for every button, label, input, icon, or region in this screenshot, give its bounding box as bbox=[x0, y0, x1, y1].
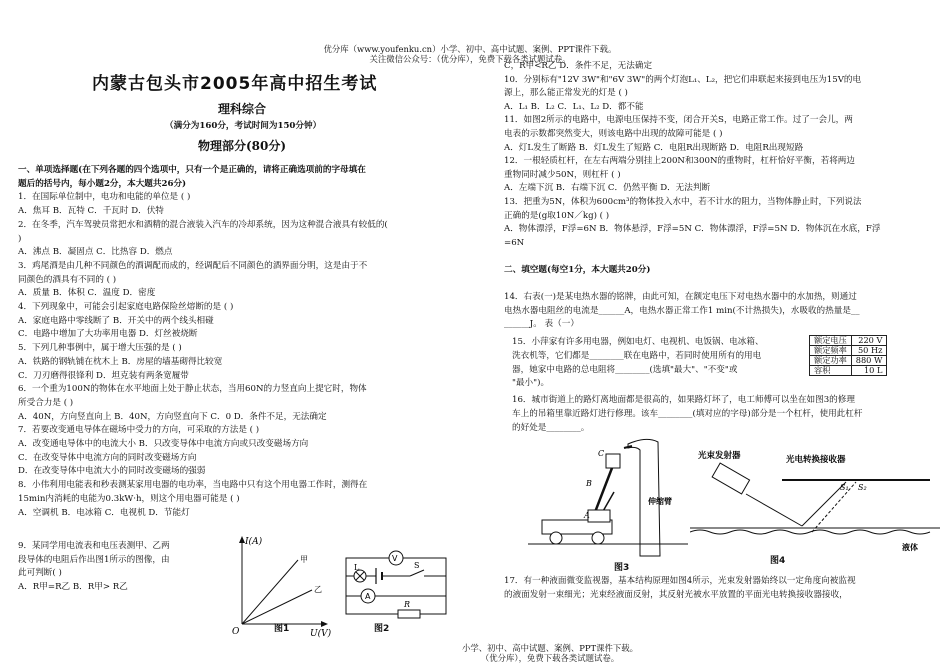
fig1-x-arrow bbox=[321, 621, 328, 627]
fig4-emitter bbox=[712, 463, 749, 494]
fig2-s-label: S bbox=[414, 561, 420, 570]
right-line: C，R甲<R乙 D．条件不足，无法确定 bbox=[504, 61, 653, 71]
q9-line: 此可判断( ) bbox=[18, 568, 62, 578]
spec-table bbox=[809, 335, 887, 376]
figure-4 bbox=[690, 448, 940, 556]
spec-value: 880 W bbox=[851, 356, 887, 366]
left-line: A．沸点 B．凝固点 C．比热容 D．燃点 bbox=[18, 247, 173, 258]
fig4-s2: S₂ bbox=[858, 483, 867, 492]
header-line-2: 关注微信公众号：（优分库），免费下载各类试题试卷。 bbox=[369, 54, 571, 65]
right-line: 电表的示数都突然变大，则该电路中出现的故障可能是 ( ) bbox=[504, 128, 723, 139]
fig3-label-a: A bbox=[584, 511, 590, 520]
fig4-receiver-label: 光电转换接收器 bbox=[786, 455, 846, 465]
right-line: A．灯L发生了断路 B．灯L发生了短路 C．电阻R出现断路 D．电阻R出现短路 bbox=[504, 142, 804, 153]
right-line: =6N bbox=[504, 237, 525, 248]
right-line: 电热水器电阻丝的电流是______A，电热水器正常工作1 min(不计热损失)，水吸收的热量是__ bbox=[504, 305, 860, 316]
left-line: 同颜色的酒具有不同的 ( ) bbox=[18, 274, 117, 285]
fig1-caption: 图1 bbox=[274, 624, 290, 634]
fig4-emitter-label: 光束发射器 bbox=[698, 451, 741, 461]
left-line: C．在改变导体中电流方向的同时改变磁场方向 bbox=[18, 452, 197, 463]
spec-value: 50 Hz bbox=[851, 346, 887, 356]
fig2-resistor bbox=[398, 610, 420, 618]
q15-line: "最小")。 bbox=[512, 378, 550, 389]
left-line: 2．在冬季，汽车驾驶员常把水和酒精的混合液装入汽车的冷却系统，因为这种混合液具有较低的( bbox=[18, 219, 388, 230]
question-16 bbox=[512, 393, 942, 435]
q16-line: 的好处是________。 bbox=[512, 423, 590, 433]
q15-line: 15．小萍家有许多用电器，例如电灯、电视机、电饭锅、电冰箱、 bbox=[512, 337, 764, 347]
left-line: A．空调机 B．电冰箱 C．电视机 D．节能灯 bbox=[18, 507, 190, 518]
left-line: 1．在国际单位制中，电功和电能的单位是 ( ) bbox=[18, 192, 191, 203]
spec-row bbox=[810, 356, 887, 366]
spec-name: 额定功率 bbox=[810, 356, 852, 366]
exam-info: （满分为160分，考试时间为150分钟） bbox=[165, 121, 322, 131]
right-line: ______J。 表（一） bbox=[504, 319, 579, 330]
footer bbox=[420, 643, 680, 664]
right-line: 重物同时减少50N，则杠杆 ( ) bbox=[504, 169, 621, 180]
figure-3 bbox=[528, 434, 688, 560]
q15-line: 器，她家中电路的总电阻将________(选填"最大"、"不变"或 bbox=[512, 364, 738, 375]
right-line: 10．分别标有"12V 3W"和"6V 3W"的两个灯泡L₁、L₂，把它们串联起来接到电压为15V的电 bbox=[504, 74, 862, 85]
right-line: 11．如图2所示的电路中，电源电压保持不变，闭合开关S，电路正常工作。过了一会儿，两 bbox=[504, 115, 853, 126]
left-line: 15min内消耗的电能为0.3kW·h，则这个用电器可能是 ( ) bbox=[18, 493, 240, 504]
fig2-r-label: R bbox=[404, 600, 411, 609]
fig4-incident-ray bbox=[746, 494, 802, 526]
fig4-reflected-ray-2 bbox=[812, 482, 856, 532]
fig3-label-c: C bbox=[598, 449, 605, 458]
left-line: A．焦耳 B．瓦特 C．千瓦时 D．伏特 bbox=[18, 206, 164, 217]
left-line: A．40N，方向竖直向上 B．40N，方向竖直向下 C．0 D．条件不足，无法确定 bbox=[18, 411, 327, 422]
q16-line: 车上的吊箱里靠近路灯进行修理。该车________(填对应的字母)部分是一个杠杆，使用此杠杆 bbox=[512, 409, 863, 419]
left-line: 4．下列现象中，可能会引起家庭电路保险丝熔断的是 ( ) bbox=[18, 302, 234, 313]
right-line: 源上，那么能正常发光的灯是 ( ) bbox=[504, 88, 628, 99]
left-line: 5．下列几种事例中，属于增大压强的是 ( ) bbox=[18, 343, 182, 354]
left-line: A．改变通电导体中的电流大小 B．只改变导体中电流方向或只改变磁场方向 bbox=[18, 439, 309, 450]
fig3-wheel-2 bbox=[592, 532, 604, 544]
spec-value: 10 L bbox=[851, 366, 887, 376]
fig3-arm-label: 伸缩臂 bbox=[648, 497, 672, 506]
left-line: 所受合力是 ( ) bbox=[18, 397, 74, 408]
left-line: 7．若要改变通电导体在磁场中受力的方向，可采取的方法是 ( ) bbox=[18, 425, 260, 436]
left-line: A．质量 B．体积 C．温度 D．密度 bbox=[18, 288, 156, 299]
fig1-line-jia bbox=[242, 560, 298, 624]
q9-line: A．R甲=R乙 B．R甲> R乙 bbox=[18, 581, 128, 592]
q15-line: 洗衣机等，它们都是________联在电路中，若同时使用所有的用电 bbox=[512, 350, 762, 361]
left-line: 3．鸡尾酒是由几种不同颜色的酒调配而成的，经调配后不同颜色的酒界面分明，这是由于不 bbox=[18, 260, 368, 271]
right-line: 13．把重为5N，体积为600cm³的物体投入水中，若不计水的阻力，当物体静止时，下列说法 bbox=[504, 196, 862, 207]
q9-line: 9．某同学用电流表和电压表测甲、乙两 bbox=[18, 541, 170, 551]
right-line: A．左端下沉 B．右端下沉 C．仍然平衡 D．无法判断 bbox=[504, 183, 711, 194]
fig4-liquid-label: 液体 bbox=[902, 543, 918, 552]
left-line: 8．小伟利用电能表和秒表测某家用电器的电功率，当电路中只有这个用电器工作时，测得在 bbox=[18, 480, 368, 491]
spec-row bbox=[810, 366, 887, 376]
fig3-caption: 图3 bbox=[614, 563, 630, 573]
question-15 bbox=[512, 336, 812, 391]
spec-row bbox=[810, 346, 887, 356]
question-9 bbox=[18, 540, 223, 594]
figure-2 bbox=[338, 544, 456, 624]
fig4-liquid-wave bbox=[690, 530, 930, 534]
spec-name: 容积 bbox=[810, 366, 852, 376]
q17-line: 的液面发射一束细光；光束经液面反射，其反射光被水平放置的平面光电转换接收器接收， bbox=[504, 590, 848, 600]
left-line: 6．一个重为100N的物体在水平地面上处于静止状态，当用60N的力竖直向上提它时，物体 bbox=[18, 384, 367, 395]
left-line: A．家庭电路中零线断了 B．开关中的两个线头相碰 bbox=[18, 315, 214, 326]
spec-name: 额定电压 bbox=[810, 336, 852, 346]
footer-line-1: 小学、初中、高中试题、案例、PPT课件下载。 bbox=[462, 643, 638, 653]
fig2-circuit bbox=[346, 558, 446, 614]
spec-value: 220 V bbox=[851, 336, 887, 346]
q9-line: 段导体的电阻后作出图1所示的图像，由 bbox=[18, 554, 170, 565]
fig1-origin: O bbox=[232, 627, 240, 637]
left-line: C．刀刃磨得很锋利 D．坦克装有两条宽履带 bbox=[18, 370, 189, 381]
q17-line: 17．有一种液面微变监视器，基本结构原理如图4所示，光束发射器始终以一定角度向被监视 bbox=[504, 576, 856, 586]
fig4-s1: S₁ bbox=[840, 483, 849, 492]
left-line: 题后的括号内，每小题2分，本大题共26分) bbox=[18, 178, 187, 189]
right-line: 12．一根轻质杠杆，在左右两端分别挂上200N和300N的重物时，杠杆恰好平衡，若将两边 bbox=[504, 156, 855, 167]
right-line: 14．右表(一)是某电热水器的铭牌，由此可知，在额定电压下对电热水器中的水加热，则通过 bbox=[504, 292, 857, 303]
footer-line-2: （优分库），免费下载各类试题试卷。 bbox=[480, 653, 620, 664]
left-line: D．在改变导体中电流大小的同时改变磁场的强弱 bbox=[18, 466, 206, 477]
fig1-ylabel: I(A) bbox=[245, 537, 263, 547]
left-line: A．铁路的钢轨铺在枕木上 B．房屋的墙基砌得比较宽 bbox=[18, 356, 223, 367]
fig2-l-label: L bbox=[354, 563, 360, 572]
left-line: C．电路中增加了大功率用电器 D．灯丝被烧断 bbox=[18, 329, 198, 340]
right-line: A．L₁ B．L₂ C．L₁、L₂ D．都不能 bbox=[504, 101, 644, 112]
physics-title: 物理部分(80分) bbox=[198, 139, 287, 153]
fig1-label-yi: 乙 bbox=[314, 585, 322, 594]
fig1-line-yi bbox=[242, 590, 312, 624]
right-line: A．物体漂浮，F浮=6N B．物体悬浮，F浮=5N C．物体漂浮，F浮=5N D．物体沉在水底，F浮 bbox=[504, 224, 881, 235]
fig2-a-label: A bbox=[365, 592, 371, 601]
left-line: ) bbox=[18, 233, 22, 244]
spec-row bbox=[810, 336, 887, 346]
right-line bbox=[504, 278, 944, 292]
q16-line: 16．城市街道上的路灯离地面都是很高的，如果路灯坏了，电工师傅可以坐在如图3的修理 bbox=[512, 395, 855, 405]
fig1-label-jia: 甲 bbox=[300, 555, 308, 564]
question-17 bbox=[504, 574, 944, 602]
exam-subtitle: 理科综合 bbox=[218, 102, 267, 116]
right-line: 正确的是(g取10N／kg) ( ) bbox=[504, 210, 610, 221]
fig3-wheel-1 bbox=[550, 532, 562, 544]
right-line bbox=[504, 250, 944, 264]
exam-title: 内蒙古包头市2005年高中招生考试 bbox=[92, 74, 378, 94]
fig2-caption: 图2 bbox=[374, 624, 390, 634]
left-column bbox=[18, 164, 473, 520]
fig3-label-b: B bbox=[586, 479, 592, 488]
spec-name: 额定频率 bbox=[810, 346, 852, 356]
left-line: 一、单项选择题(在下列各题的四个选项中，只有一个是正确的，请将正确选项前的字母填在 bbox=[18, 165, 366, 175]
right-column bbox=[504, 60, 944, 332]
fig2-v-label: V bbox=[392, 554, 398, 563]
fig3-truck-cab bbox=[588, 510, 610, 522]
fig4-caption: 图4 bbox=[770, 556, 786, 566]
fig3-bucket bbox=[606, 454, 620, 468]
right-line: 二、填空题(每空1分，本大题共20分) bbox=[504, 264, 651, 275]
header-line-1: 优分库（www.youfenku.cn）小学、初中、高中试题、案例、PPT课件下载。 bbox=[323, 44, 617, 54]
fig1-xlabel: U(V) bbox=[310, 629, 332, 639]
